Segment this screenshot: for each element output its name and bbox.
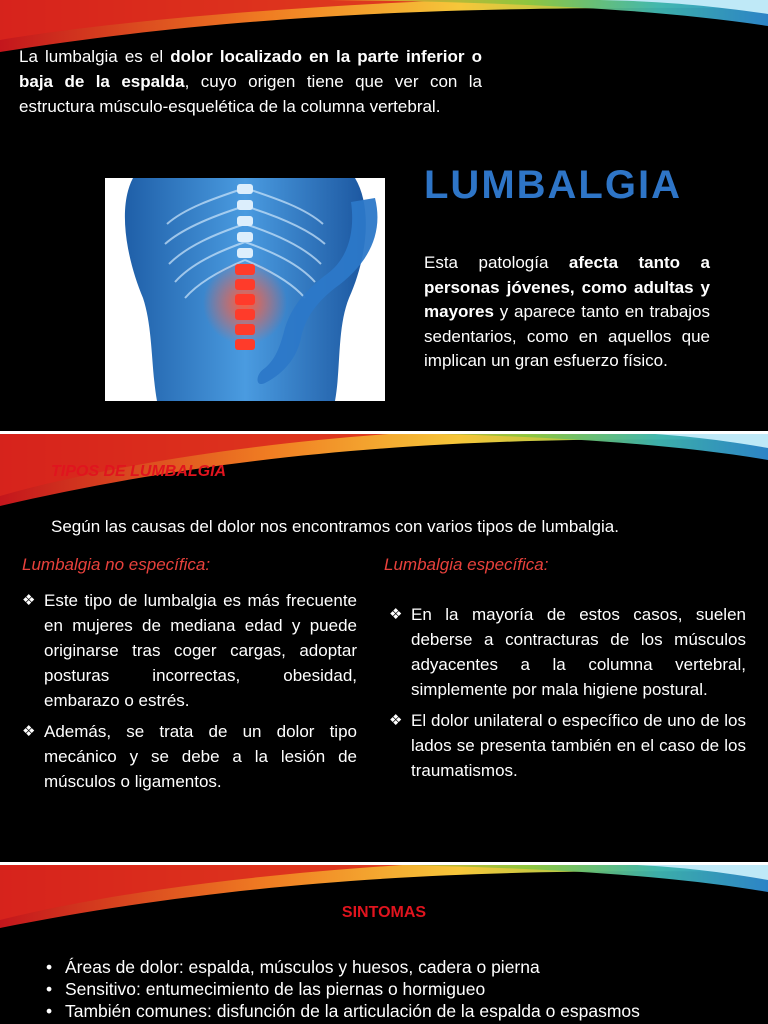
intro-text-2: , cuyo origen tiene que ver con la estructura músculo-esquelética de la columna vertebral. [19, 72, 483, 116]
list-item-text: Este tipo de lumbalgia es más frecuente en mujeres de mediana edad y puede originarse tras coger cargas, adoptar posturas incorrectas, obesidad, embarazo o estrés. [44, 591, 357, 710]
list-item-text: En la mayoría de estos casos, suelen deberse a contracturas de los músculos adyacentes a la columna vertebral, simplemente por mala higiene postural. [411, 605, 746, 699]
list-item-text: El dolor unilateral o específico de uno de los lados se presenta también en el caso de los traumatismos. [411, 711, 746, 780]
spine-pain-illustration [105, 178, 385, 401]
list-item [46, 956, 761, 978]
diamond-bullet-icon: ❖ [389, 606, 403, 623]
bullet-icon: • [46, 979, 53, 999]
slide-types [0, 432, 768, 864]
column-heading-nonspecific: Lumbalgia no específica: [22, 555, 211, 574]
column-specific [389, 602, 746, 789]
list-item-text: Sensitivo: entumecimiento de las piernas o hormigueo [65, 979, 486, 999]
list-item-text: Áreas de dolor: espalda, músculos y huesos, cadera o pierna [65, 957, 540, 977]
list-item [22, 719, 357, 794]
intro-paragraph [19, 44, 482, 119]
diamond-bullet-icon: ❖ [22, 592, 36, 609]
section-title: TIPOS DE LUMBALGIA [51, 463, 227, 480]
section-title: SINTOMAS [341, 904, 427, 921]
list-item [46, 1000, 761, 1022]
slide-divider [0, 862, 768, 865]
bullet-icon: • [46, 1001, 53, 1021]
column-heading-specific: Lumbalgia específica: [384, 555, 549, 574]
symptom-list [46, 956, 761, 1022]
intro-text-1: La lumbalgia es el [19, 47, 171, 66]
diamond-bullet-icon: ❖ [22, 723, 36, 740]
list-item [389, 602, 746, 702]
slide-symptoms [0, 864, 768, 1024]
desc-text-1: Esta patología [424, 253, 569, 272]
list-item [389, 708, 746, 783]
slide-intro [0, 0, 768, 432]
list-item-text: Además, se trata de un dolor tipo mecánico y se debe a la lesión de músculos o ligamentos. [44, 722, 357, 791]
desc-text-2: y aparece tanto en trabajos sedentarios, como en aquellos que implican un gran esfuerzo físico. [424, 302, 710, 370]
list-item [46, 978, 761, 1000]
page-title: LUMBALGIA [424, 163, 682, 207]
desc-text-bold: afecta tanto a personas jóvenes, como adultas y mayores [424, 253, 710, 321]
column-nonspecific [22, 588, 357, 800]
list-item-text: También comunes: disfunción de la articulación de la espalda o espasmos [65, 1001, 640, 1021]
list-item [22, 588, 357, 713]
intro-text-bold: dolor localizado en la parte inferior o baja de la espalda [19, 47, 482, 91]
description-paragraph [424, 251, 710, 374]
section-intro: Según las causas del dolor nos encontramos con varios tipos de lumbalgia. [51, 517, 619, 536]
diamond-bullet-icon: ❖ [389, 712, 403, 729]
slide-divider [0, 431, 768, 434]
bullet-icon: • [46, 957, 53, 977]
